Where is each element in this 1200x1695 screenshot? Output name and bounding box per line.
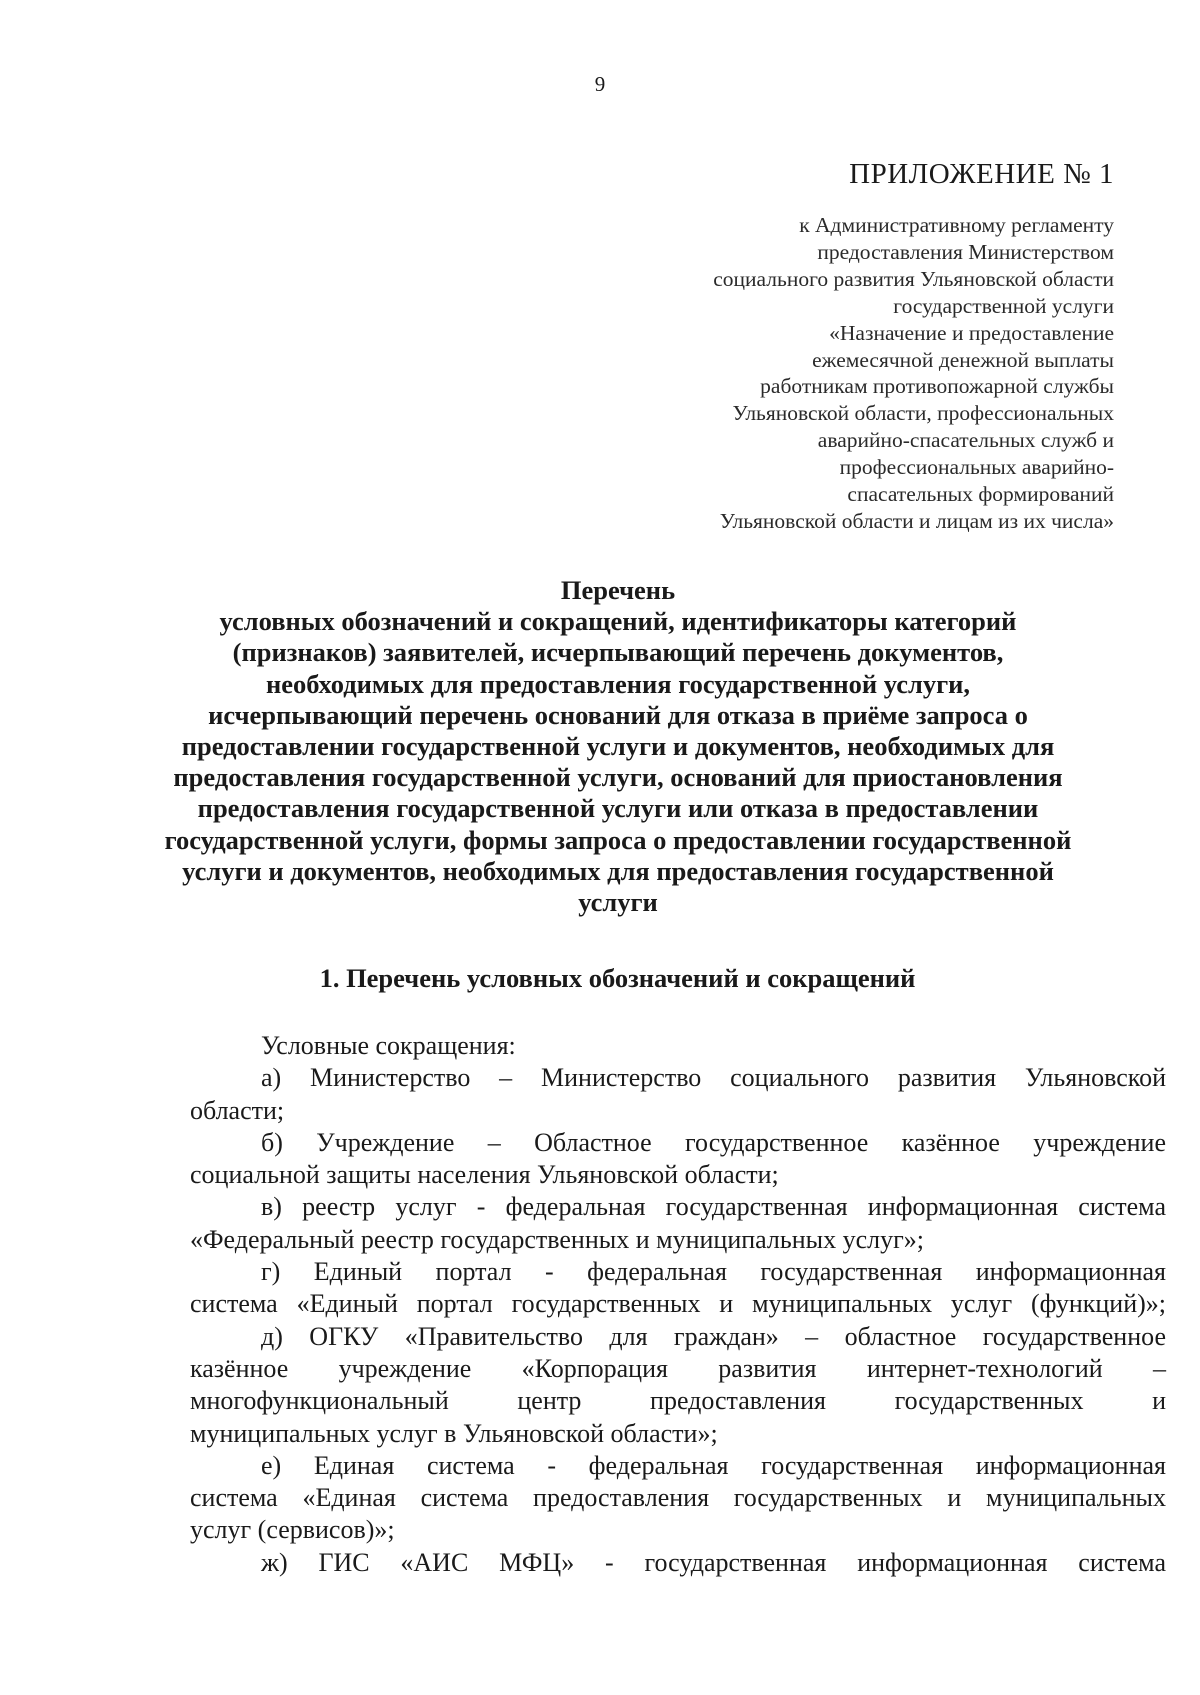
appendix-ref-line: социального развития Ульяновской области — [713, 266, 1114, 291]
appendix-reference — [554, 212, 1114, 535]
appendix-ref-line: к Административному регламенту — [799, 213, 1114, 237]
appendix-ref-line: Ульяновской области и лицам из их числа» — [719, 508, 1114, 533]
body-line: социальной защиты населения Ульяновской области; — [190, 1160, 779, 1190]
body-line: е) Единая система - федеральная государственная информационная — [261, 1450, 1166, 1480]
body-line: казённое учреждение «Корпорация развития интернет-технологий – — [190, 1353, 1166, 1383]
body-line: услуг (сервисов)»; — [190, 1515, 395, 1545]
heading-line: услуги — [578, 887, 658, 918]
appendix-ref-line: спасательных формирований — [847, 482, 1114, 507]
heading-line: Перечень — [560, 575, 676, 605]
heading-line: необходимых для предоставления государственной услуги, — [265, 668, 971, 699]
body-line: многофункциональный центр предоставления государственных и — [190, 1386, 1166, 1416]
body-line: ж) ГИС «АИС МФЦ» - государственная информационная система — [261, 1547, 1166, 1577]
body-line: система «Единая система предоставления государственных и муниципальных — [190, 1483, 1166, 1513]
appendix-ref-line: ежемесячной денежной выплаты — [812, 347, 1114, 372]
appendix-ref-line: Ульяновской области, профессиональных — [732, 401, 1114, 426]
heading-line: условных обозначений и сокращений, идентификаторы категорий — [219, 606, 1017, 637]
appendix-ref-line: работникам противопожарной службы — [760, 374, 1114, 399]
heading-line: (признаков) заявителей, исчерпывающий перечень документов, — [232, 637, 1004, 668]
page-number: 9 — [594, 72, 606, 96]
appendix-ref-line: предоставления Министерством — [817, 239, 1114, 264]
body-line: а) Министерство – Министерство социального развития Ульяновской — [261, 1063, 1166, 1093]
body-line: муниципальных услуг в Ульяновской области»; — [190, 1418, 718, 1448]
document-heading — [120, 575, 1116, 918]
appendix-ref-line: профессиональных аварийно- — [839, 455, 1114, 480]
body-line: области; — [190, 1095, 285, 1125]
heading-line: предоставления государственной услуги, оснований для приостановления — [173, 762, 1063, 793]
appendix-ref-line: «Назначение и предоставление — [829, 320, 1114, 345]
heading-line: предоставлении государственной услуги и документов, необходимых для — [181, 731, 1055, 762]
section-heading: 1. Перечень условных обозначений и сокращений — [319, 963, 916, 993]
body-line: б) Учреждение – Областное государственное казённое учреждение — [261, 1127, 1166, 1157]
body-line: Условные сокращения: — [261, 1031, 516, 1060]
heading-line: предоставления государственной услуги или отказа в предоставлении — [197, 793, 1039, 824]
body-line: «Федеральный реестр государственных и муниципальных услуг»; — [190, 1224, 925, 1254]
body-line: д) ОГКУ «Правительство для граждан» – областное государственное — [261, 1321, 1166, 1351]
heading-line: исчерпывающий перечень оснований для отказа в приёме запроса о — [208, 699, 1028, 730]
heading-line: услуги и документов, необходимых для предоставления государственной — [182, 855, 1054, 886]
appendix-title: ПРИЛОЖЕНИЕ № 1 — [849, 158, 1114, 190]
appendix-ref-line: государственной услуги — [893, 293, 1114, 318]
body-line: система «Единый портал государственных и муниципальных услуг (функций)»; — [190, 1289, 1166, 1319]
body-line: в) реестр услуг - федеральная государственная информационная система — [261, 1192, 1166, 1222]
heading-line: государственной услуги, формы запроса о предоставлении государственной — [164, 824, 1072, 855]
body-text — [190, 1030, 1166, 1579]
body-line: г) Единый портал - федеральная государственная информационная — [261, 1257, 1166, 1287]
appendix-ref-line: аварийно-спасательных служб и — [817, 428, 1114, 453]
